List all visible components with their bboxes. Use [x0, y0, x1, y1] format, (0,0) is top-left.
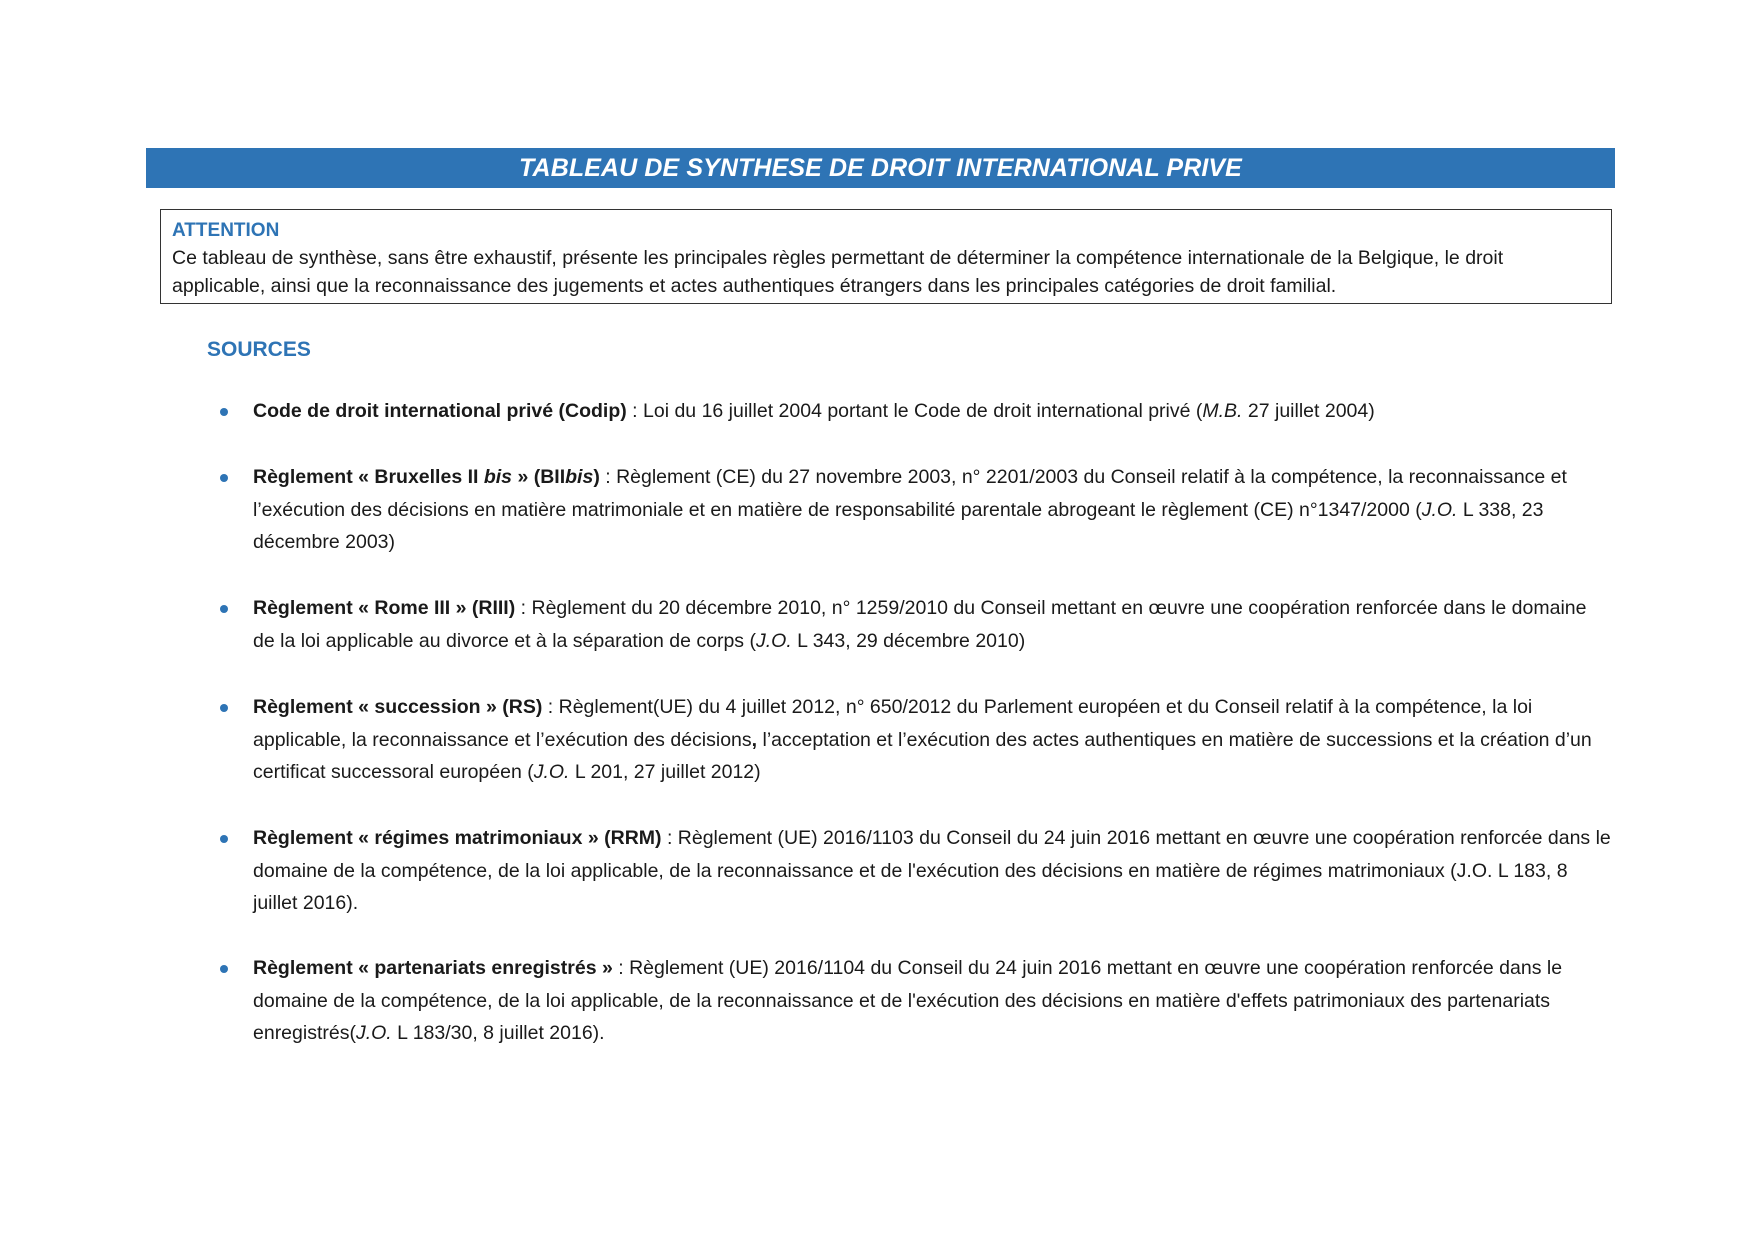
source-label: Règlement « régimes matrimoniaux » (RRM)	[253, 827, 662, 849]
source-text: : Règlement du 20 décembre 2010, n° 1259/2010 du Conseil mettant en œuvre une coopération renforcée dans le domaine de la loi applicable au divorce et à la séparation de corps (	[253, 597, 1587, 652]
source-ref: J.O.	[1421, 498, 1458, 521]
source-item-bruxelles-ii-bis	[253, 461, 1613, 559]
source-item-rome-iii	[253, 592, 1613, 657]
bullet-icon	[220, 408, 228, 416]
source-text: : Règlement(UE) du 4 juillet 2012, n° 650/2012 du Parlement européen et du Conseil relatif à la compétence, la loi applicable, la reconnaissance et l’exécution des décisions	[253, 696, 1533, 751]
sources-heading: SOURCES	[207, 338, 311, 361]
source-text-end: L 338, 23 décembre 2003)	[253, 498, 1544, 553]
source-ref: M.B.	[1202, 400, 1243, 422]
source-text-end: 27 juillet 2004)	[1242, 400, 1375, 422]
bullet-icon	[220, 605, 228, 613]
title-banner	[146, 148, 1615, 188]
source-text: : Règlement (UE) 2016/1103 du Conseil du 24 juin 2016 mettant en œuvre une coopération renforcée dans le domaine de la compétence, de la loi applicable, de la reconnaissance et de l'exécution des décisions en matière de régimes matrimoniaux (J.O. L 183, 8 juillet 2016).	[253, 827, 1611, 914]
bullet-icon	[220, 474, 228, 482]
source-comma: ,	[751, 728, 758, 751]
attention-box	[160, 209, 1612, 304]
attention-heading: ATTENTION	[172, 220, 280, 241]
source-label: Règlement « Rome III » (RIII)	[253, 597, 516, 619]
bullet-icon	[220, 704, 228, 712]
source-item-codip	[253, 395, 1613, 428]
source-text-end: L 183/30, 8 juillet 2016).	[391, 1022, 605, 1044]
source-text: : Loi du 16 juillet 2004 portant le Code de droit international privé (	[626, 400, 1203, 422]
source-text: : Règlement (UE) 2016/1104 du Conseil du 24 juin 2016 mettant en œuvre une coopération renforcée dans le domaine de la compétence, de la loi applicable, de la reconnaissance et de l'exécution des décisions en matière d'effets patrimoniaux des partenariats enregistrés(	[253, 957, 1563, 1044]
source-ref: J.O.	[533, 761, 570, 783]
source-item-succession	[253, 691, 1613, 789]
source-text-end: L 201, 27 juillet 2012)	[569, 761, 761, 783]
source-ref: J.O.	[355, 1022, 392, 1044]
source-item-partenariats-enregistres	[253, 952, 1613, 1050]
attention-text: Ce tableau de synthèse, sans être exhaustif, présente les principales règles permettant de déterminer la compétence internationale de la Belgique, le droit applicable, ainsi que la reconnaissance des jugements et actes authentiques étrangers dans les principales catégories de droit familial.	[172, 247, 1504, 297]
source-label: Règlement « succession » (RS)	[253, 696, 543, 718]
source-text-end: L 343, 29 décembre 2010)	[791, 629, 1026, 652]
source-text-middle: l’acceptation et l’exécution des actes authentiques en matière de successions et la création d’un certificat successoral européen (	[253, 728, 1592, 783]
source-label: Code de droit international privé (Codip)	[253, 400, 627, 422]
source-item-regimes-matrimoniaux	[253, 822, 1613, 920]
source-label: Règlement « Bruxelles II bis » (BIIbis)	[253, 466, 600, 488]
page-title: TABLEAU DE SYNTHESE DE DROIT INTERNATIONAL PRIVE	[519, 153, 1242, 182]
bullet-icon	[220, 835, 228, 843]
bullet-icon	[220, 965, 228, 973]
source-text: : Règlement (CE) du 27 novembre 2003, n° 2201/2003 du Conseil relatif à la compétence, la reconnaissance et l’exécution des décisions en matière matrimoniale et en matière de responsabilité parentale abrogeant le règlement (CE) n°1347/2000 (	[253, 466, 1567, 521]
source-label: Règlement « partenariats enregistrés »	[253, 957, 613, 979]
source-ref: J.O.	[755, 629, 792, 652]
